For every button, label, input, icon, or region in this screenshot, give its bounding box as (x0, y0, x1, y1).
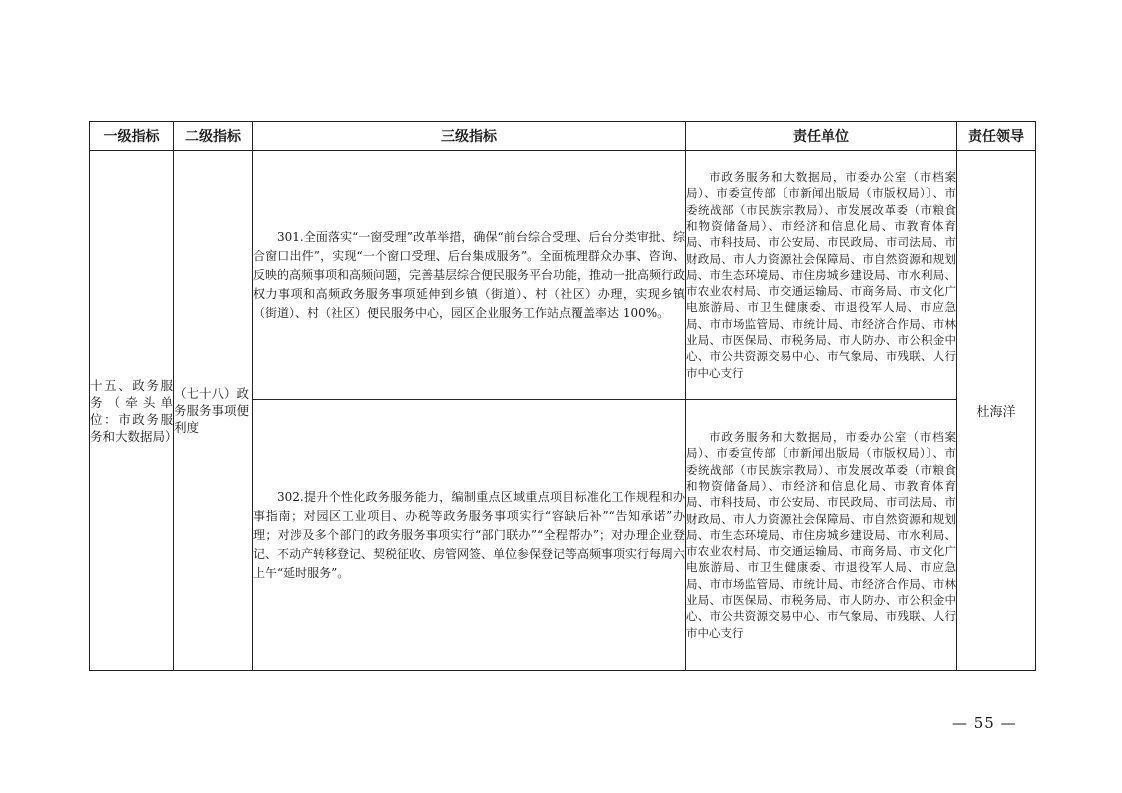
header-level2: 二级指标 (174, 122, 253, 151)
page-number: — 55 — (952, 714, 1017, 732)
level2-indicator: （七十八）政务服务事项便利度 (174, 151, 253, 671)
header-level1: 一级指标 (90, 122, 174, 151)
level3-indicator-301: 301.全面落实“一窗受理”改革举措，确保“前台综合受理、后台分类审批、综合窗口出件”，实现“一个窗口受理、后台集成服务”。全面梳理群众办事、咨询、反映的高频事项和高频问题，完善基层综合便民服务平台功能，推动一批高频行政权力事项和高频政务服务事项延伸到乡镇（街道）、村（社区）办理，实现乡镇（街道）、村（社区）便民服务中心，园区企业服务工作站点覆盖率达 100%。 (253, 151, 686, 400)
responsible-units-301: 市政务服务和大数据局，市委办公室（市档案局）、市委宣传部〔市新闻出版局（市版权局）〕、市委统战部（市民族宗教局）、市发展改革委（市粮食和物资储备局）、市经济和信息化局、市教育体育局、市科技局、市公安局、市民政局、市司法局、市财政局、市人力资源社会保障局、市自然资源和规划局、市生态环境局、市住房城乡建设局、市水利局、市农业农村局、市交通运输局、市商务局、市文化广电旅游局、市卫生健康委、市退役军人局、市应急局、市市场监管局、市统计局、市经济合作局、市林业局、市医保局、市税务局、市人防办、市公积金中心、市公共资源交易中心、市气象局、市残联、人行市中心支行 (686, 151, 957, 400)
table-row (90, 151, 1036, 400)
level3-indicator-302: 302.提升个性化政务服务能力，编制重点区域重点项目标准化工作规程和办事指南；对园区工业项目、办税等政务服务事项实行“容缺后补”“告知承诺”办理；对涉及多个部门的政务服务事项实行“部门联办”“全程帮办”；对办理企业登记、不动产转移登记、契税征收、房管网签、单位参保登记等高频事项实行每周六上午“延时服务”。 (253, 400, 686, 671)
table-header-row (90, 122, 1036, 151)
header-responsible-unit: 责任单位 (686, 122, 957, 151)
indicator-table (89, 121, 1036, 671)
level1-indicator: 十五、政务服务（牵头单位：市政务服务和大数据局） (90, 151, 174, 671)
header-level3: 三级指标 (253, 122, 686, 151)
responsible-units-302: 市政务服务和大数据局，市委办公室（市档案局）、市委宣传部〔市新闻出版局（市版权局）〕、市委统战部（市民族宗教局）、市发展改革委（市粮食和物资储备局）、市经济和信息化局、市教育体育局、市科技局、市公安局、市民政局、市司法局、市财政局、市人力资源社会保障局、市自然资源和规划局、市生态环境局、市住房城乡建设局、市水利局、市农业农村局、市交通运输局、市商务局、市文化广电旅游局、市卫生健康委、市退役军人局、市应急局、市市场监管局、市统计局、市经济合作局、市林业局、市医保局、市税务局、市人防办、市公积金中心、市公共资源交易中心、市气象局、市残联、人行市中心支行 (686, 400, 957, 671)
header-responsible-leader: 责任领导 (957, 122, 1036, 151)
responsible-leader: 杜海洋 (957, 151, 1036, 671)
